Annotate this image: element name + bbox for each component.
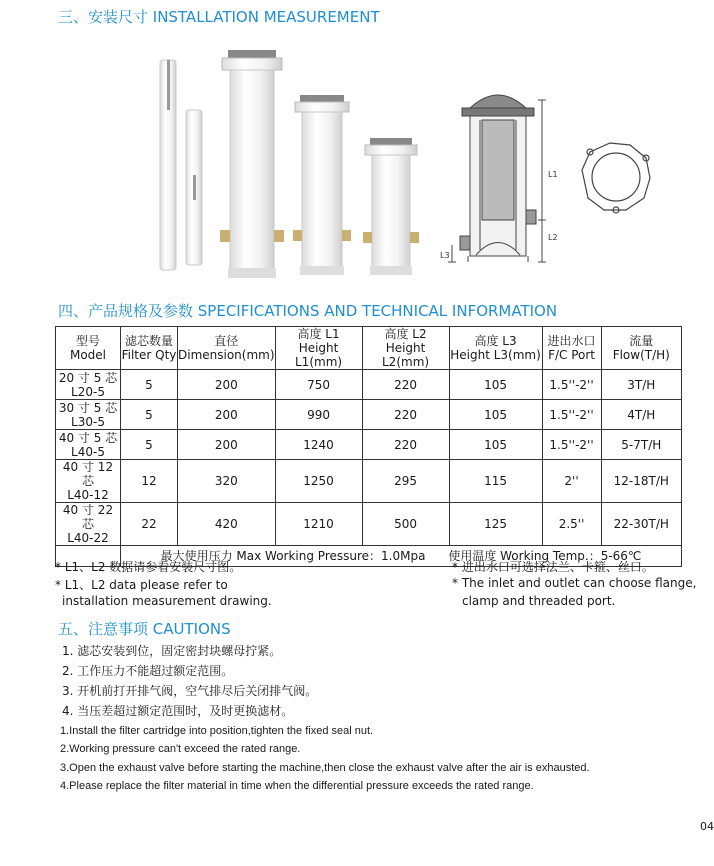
table-row: [56, 430, 682, 460]
header-height-l1: 高度 L1 Height L1(mm): [275, 327, 362, 370]
cell-model: 40 寸 22 芯 L40-22: [56, 503, 121, 546]
table-row: [56, 400, 682, 430]
header-filter-qty: 滤芯数量 Filter Qty: [121, 327, 178, 370]
cell-qty: 5: [121, 430, 178, 460]
table-row: [56, 460, 682, 503]
cell-flow: 3T/H: [601, 370, 681, 400]
section-specifications-title: 四、产品规格及参数 SPECIFICATIONS AND TECHNICAL INFORMATION: [58, 302, 558, 320]
cell-l2: 500: [362, 503, 449, 546]
cell-l3: 105: [449, 400, 542, 430]
page-number: 04: [700, 820, 714, 833]
label-l1: L1: [548, 170, 558, 179]
cell-flow: 22-30T/H: [601, 503, 681, 546]
cell-l2: 220: [362, 400, 449, 430]
header-port: 进出水口 F/C Port: [542, 327, 601, 370]
caution-en-1: 1.Install the filter cartridge into position,tighten the fixed seal nut.: [60, 725, 374, 737]
note-left-cn: * L1、L2 数据请参看安装尺寸图。: [55, 560, 242, 574]
cell-flow: 4T/H: [601, 400, 681, 430]
cell-model: 40 寸 5 芯 L40-5: [56, 430, 121, 460]
cell-l2: 295: [362, 460, 449, 503]
table-row: [56, 503, 682, 546]
product-illustration: [150, 40, 670, 280]
cell-l1: 1240: [275, 430, 362, 460]
cell-dimension: 200: [178, 430, 276, 460]
cell-model: 20 寸 5 芯 L20-5: [56, 370, 121, 400]
flange-top-view: [582, 143, 650, 213]
label-l3: L3: [440, 251, 450, 260]
cell-model: 30 寸 5 芯 L30-5: [56, 400, 121, 430]
table-header-row: [56, 327, 682, 370]
caution-cn-4: 4. 当压差超过额定范围时，及时更换滤材。: [62, 704, 294, 718]
filter-cartridge-long: [160, 60, 176, 270]
cell-dimension: 320: [178, 460, 276, 503]
cell-qty: 12: [121, 460, 178, 503]
note-right-cn: * 进出水口可选择法兰、卡箍、丝口。: [452, 560, 654, 574]
caution-en-2: 2.Working pressure can't exceed the rated range.: [60, 743, 301, 755]
cell-l1: 1250: [275, 460, 362, 503]
filter-cartridge-short: [186, 110, 202, 265]
cell-flow: 5-7T/H: [601, 430, 681, 460]
header-flow: 流量 Flow(T/H): [601, 327, 681, 370]
note-left-en-2: installation measurement drawing.: [62, 594, 272, 608]
cell-l3: 125: [449, 503, 542, 546]
section-installation-title: 三、安装尺寸 INSTALLATION MEASUREMENT: [58, 8, 380, 26]
cell-l3: 105: [449, 370, 542, 400]
label-l2: L2: [548, 233, 558, 242]
caution-cn-2: 2. 工作压力不能超过额定范围。: [62, 664, 234, 678]
note-left-en-1: * L1、L2 data please refer to: [55, 578, 228, 592]
header-height-l3: 高度 L3 Height L3(mm): [449, 327, 542, 370]
filter-housing-medium: [293, 95, 351, 275]
cross-section-drawing: [448, 95, 546, 262]
cell-port: 2.5'': [542, 503, 601, 546]
cell-l3: 105: [449, 430, 542, 460]
caution-en-4: 4.Please replace the filter material in time when the differential pressure exceeds the rated range.: [60, 780, 534, 792]
cell-dimension: 420: [178, 503, 276, 546]
filter-housing-figure: [150, 40, 670, 280]
cell-dimension: 200: [178, 400, 276, 430]
cell-model: 40 寸 12 芯 L40-12: [56, 460, 121, 503]
working-conditions-note: 最大使用压力 Max Working Pressure：1.0Mpa 使用温度 Working Temp.：5-66℃: [121, 546, 682, 567]
spec-table: [55, 326, 682, 567]
section-cautions-title: 五、注意事项 CAUTIONS: [58, 620, 231, 638]
header-height-l2: 高度 L2 Height L2(mm): [362, 327, 449, 370]
header-dimension: 直径 Dimension(mm): [178, 327, 276, 370]
cell-flow: 12-18T/H: [601, 460, 681, 503]
cell-dimension: 200: [178, 370, 276, 400]
cell-qty: 5: [121, 370, 178, 400]
note-right-en-2: clamp and threaded port.: [462, 594, 616, 608]
table-row: [56, 370, 682, 400]
cell-qty: 5: [121, 400, 178, 430]
filter-housing-small: [363, 138, 419, 275]
cell-port: 1.5''-2'': [542, 370, 601, 400]
caution-cn-1: 1. 滤芯安装到位，固定密封块螺母拧紧。: [62, 644, 282, 658]
cell-port: 1.5''-2'': [542, 400, 601, 430]
header-model: 型号 Model: [56, 327, 121, 370]
caution-cn-3: 3. 开机前打开排气阀，空气排尽后关闭排气阀。: [62, 684, 318, 698]
cell-l3: 115: [449, 460, 542, 503]
caution-en-3: 3.Open the exhaust valve before starting the machine,then close the exhaust valve after the air is exhausted.: [60, 762, 590, 774]
cell-qty: 22: [121, 503, 178, 546]
cell-l1: 1210: [275, 503, 362, 546]
filter-housing-large: [220, 50, 284, 278]
cell-l2: 220: [362, 370, 449, 400]
cell-l2: 220: [362, 430, 449, 460]
note-right-en-1: * The inlet and outlet can choose flange,: [452, 576, 697, 590]
cell-l1: 750: [275, 370, 362, 400]
cell-port: 1.5''-2'': [542, 430, 601, 460]
cell-l1: 990: [275, 400, 362, 430]
cell-port: 2'': [542, 460, 601, 503]
